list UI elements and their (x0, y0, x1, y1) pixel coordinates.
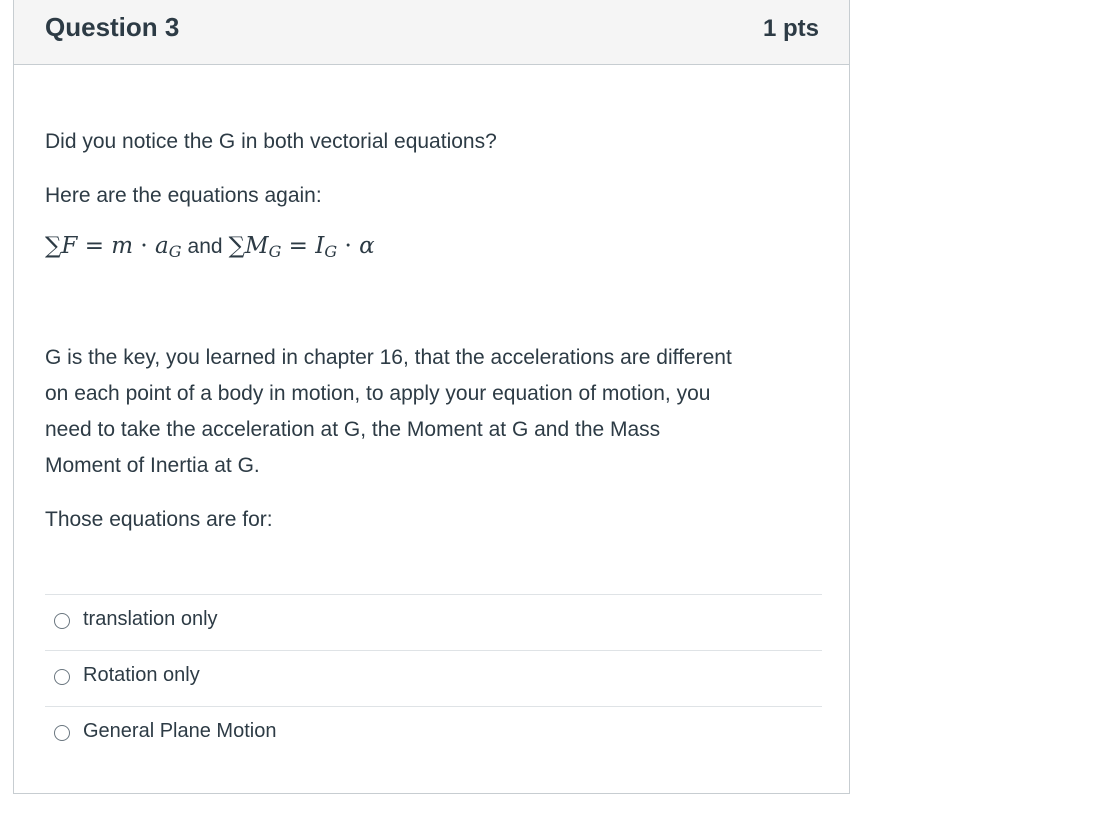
eq-M-sub: G (268, 242, 282, 261)
prompt-text: Those equations are for: (45, 508, 273, 531)
answer-list (45, 594, 822, 762)
explanation-line-2: on each point of a body in motion, to apply your equation of motion, you (45, 382, 711, 405)
eq-dot-2: · (337, 233, 360, 259)
explanation-line-3: need to take the acceleration at G, the Moment at G and the Mass (45, 418, 661, 441)
radio-button[interactable] (54, 669, 70, 685)
answer-label[interactable]: Rotation only (83, 664, 200, 686)
question-header (14, 0, 849, 65)
radio-button[interactable] (54, 613, 70, 629)
answer-option[interactable] (45, 594, 822, 650)
eq-equals-2: = (281, 233, 316, 259)
equations (45, 232, 375, 261)
sigma-symbol: ∑ (45, 233, 62, 259)
question-title: Question 3 (45, 12, 180, 42)
radio-button[interactable] (54, 725, 70, 741)
explanation-line-1: G is the key, you learned in chapter 16, that the accelerations are different (45, 346, 732, 369)
answer-option[interactable] (45, 706, 822, 762)
explanation-line-4: Moment of Inertia at G. (45, 454, 260, 477)
sigma-symbol-2: ∑ (228, 233, 246, 259)
question-card (13, 0, 850, 794)
eq-equals: = (77, 233, 112, 259)
eq-I-sub: G (324, 242, 338, 261)
eq-I: I (315, 233, 325, 259)
question-points: 1 pts (762, 15, 819, 42)
eq-M: M (245, 233, 269, 259)
intro-text: Did you notice the G in both vectorial equations? (45, 130, 497, 153)
eq-m: m (111, 233, 134, 259)
answer-label[interactable]: General Plane Motion (83, 720, 277, 742)
eq-connector: and (187, 235, 223, 258)
answer-label[interactable]: translation only (83, 608, 218, 630)
eq-alpha: α (359, 233, 375, 259)
answer-option[interactable] (45, 650, 822, 706)
eq-dot: · (133, 233, 156, 259)
eq-a-sub: G (168, 242, 182, 261)
eq-a: a (155, 233, 169, 259)
equations-intro-text: Here are the equations again: (45, 184, 322, 207)
eq-F: F (61, 233, 78, 259)
